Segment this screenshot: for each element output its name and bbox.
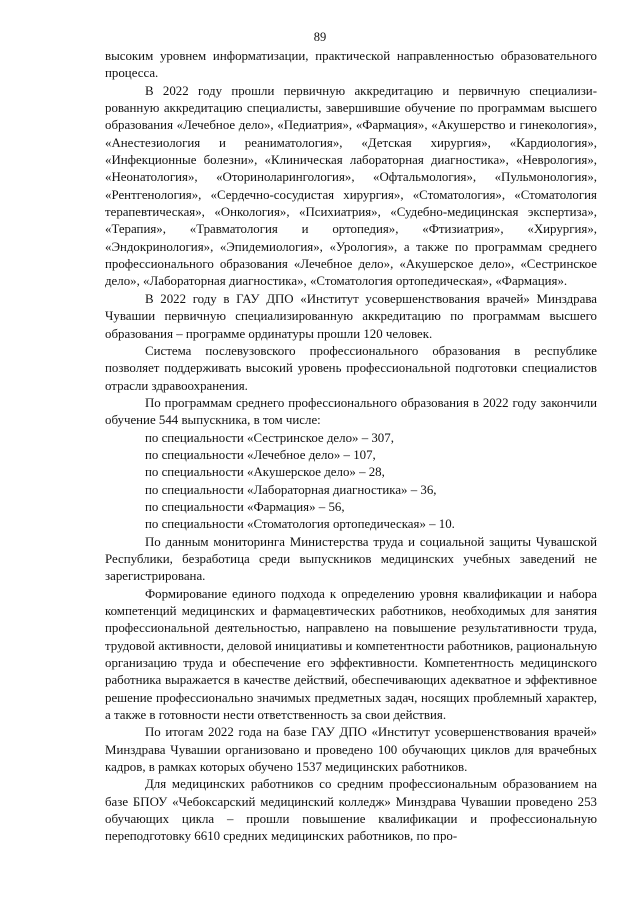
specialty-list-item: по специальности «Акушерское дело» – 28,	[145, 465, 385, 480]
specialty-list-item: по специальности «Лечебное дело» – 107,	[145, 447, 376, 462]
paragraph-unemployment: По данным мониторинга Министерства труда и социальной защиты Чувашской Республики, безработица среди выпускников медицинских учебных заведений не зарегистрирована.	[105, 534, 597, 584]
specialty-list-item: по специальности «Фармация» – 56,	[145, 499, 345, 514]
paragraph-training-cycles-nurses: Для медицинских работников со средним профессиональным образованием на базе БПОУ «Чебоксарский медицинский колледж» Минздрава Чувашии проведено 253 обучающих цикла – прошли повышение квалификации и профессиональную переподготовку 6610 средних медицинских работников, по про-	[105, 777, 597, 844]
specialty-list	[105, 430, 597, 534]
paragraph-accreditation: В 2022 году прошли первичную аккредитацию и первичную специализированную аккредитацию специалисты, завершившие обучение по программам высшего образования «Лечебное дело», «Педиатрия», «Фармация», «Акушерство и гинекология», «Анестезиология и реаниматология», «Детская хирургия», «Кардиология», «Инфекционные болезни», «Клиническая лабораторная диагностика», «Неврология», «Неонатология», «Оториноларингология», «Офтальмология», «Пульмонология», «Рентгенология», «Сердечно-сосудистая хирургия», «Стоматология», «Стоматология терапевтическая», «Онкология», «Психиатрия», «Судебно-медицинская экспертиза», «Терапия», «Травматология и ортопедия», «Фтизиатрия», «Хирургия», «Эндокринология», «Эпидемиология», «Урология», а также по программам среднего профессионального образования «Лечебное дело», «Акушерское дело», «Сестринское дело», «Лабораторная диагностика», «Стоматология ортопедическая», «Фармация».	[105, 83, 597, 289]
paragraph-institute-accreditation: В 2022 году в ГАУ ДПО «Институт усовершенствования врачей» Минздрава Чувашии первичную специализированную аккредитацию по программам высшего образования – программе ординатуры прошли 120 человек.	[105, 291, 597, 341]
document-body	[105, 48, 597, 846]
specialty-list-item: по специальности «Стоматология ортопедическая» – 10.	[145, 517, 455, 532]
page-number: 89	[313, 30, 327, 44]
paragraph-postgraduate-system: Система послевузовского профессионального образования в республике позволяет поддерживать высокий уровень профессиональной подготовки специалистов отрасли здравоохранения.	[105, 343, 597, 393]
specialty-list-item: по специальности «Сестринское дело» – 307,	[145, 430, 394, 445]
paragraph-continued: высоким уровнем информатизации, практической направленностью образовательного процесса.	[105, 49, 597, 81]
paragraph-training-cycles-doctors: По итогам 2022 года на базе ГАУ ДПО «Институт усовершенствования врачей» Минздрава Чувашии организовано и проведено 100 обучающих циклов для врачебных кадров, в рамках которых обучено 1537 медицинских работников.	[105, 725, 597, 775]
specialty-list-item: по специальности «Лабораторная диагностика» – 36,	[145, 482, 437, 497]
paragraph-graduates-intro: По программам среднего профессионального образования в 2022 году закончили обучение 544 выпускника, в том числе:	[105, 395, 597, 428]
paragraph-competence: Формирование единого подхода к определению уровня квалификации и набора компетенций медицинских и фармацевтических работников, необходимых для занятия профессиональной деятельностью, направлено на повышение результативности труда, трудовой активности, деловой инициативы и компетентности работников, рациональную организацию труда и обеспечение его эффективности. Компетентность медицинского работника выражается в качестве действий, обеспечивающих адекватное и эффективное решение профессионально значимых предметных задач, носящих проблемный характер, а также в готовности нести ответственность за свои действия.	[105, 586, 597, 723]
